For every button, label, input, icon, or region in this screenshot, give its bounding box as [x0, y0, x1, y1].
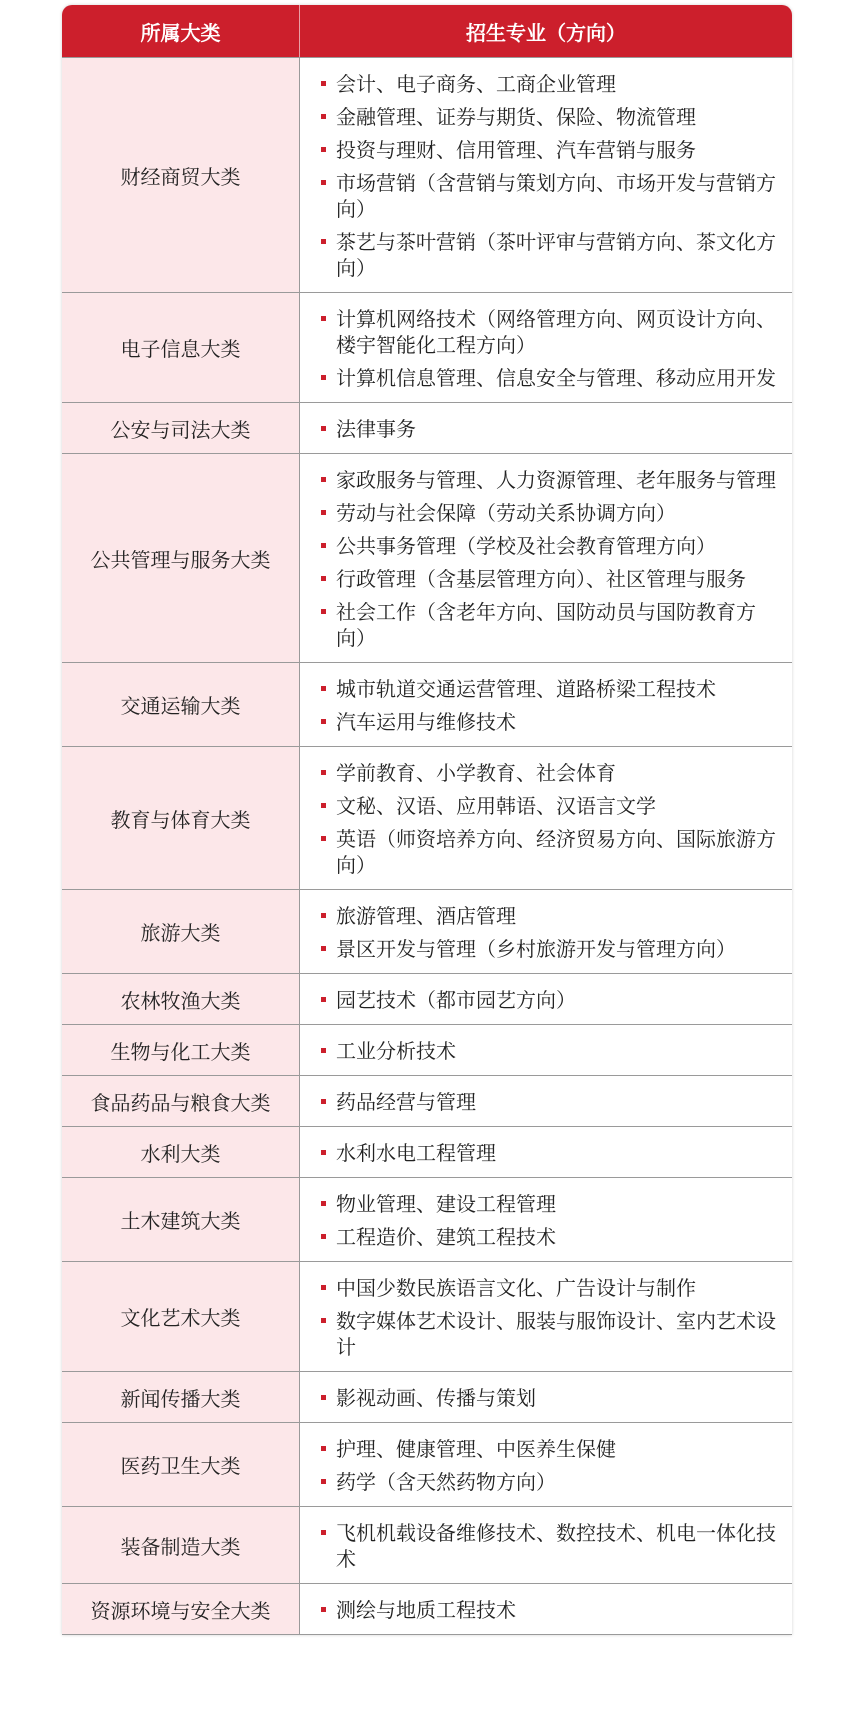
major-text: 水利水电工程管理	[336, 1141, 496, 1165]
major-item	[300, 1436, 792, 1462]
square-bullet-icon	[321, 1234, 326, 1239]
square-bullet-icon	[321, 1530, 326, 1535]
square-bullet-icon	[321, 147, 326, 152]
category-cell: 水利大类	[62, 1127, 300, 1177]
header-category: 所属大类	[62, 5, 300, 57]
major-item	[300, 676, 792, 702]
major-item	[300, 1469, 792, 1495]
majors-cell	[300, 293, 792, 402]
square-bullet-icon	[321, 576, 326, 581]
square-bullet-icon	[321, 1395, 326, 1400]
major-text: 中国少数民族语言文化、广告设计与制作	[336, 1276, 696, 1300]
major-text: 公共事务管理（学校及社会教育管理方向）	[336, 534, 716, 558]
major-text: 飞机机载设备维修技术、数控技术、机电一体化技术	[336, 1521, 776, 1571]
major-item	[300, 936, 792, 962]
major-text: 市场营销（含营销与策划方向、市场开发与营销方向）	[336, 171, 776, 221]
square-bullet-icon	[321, 1479, 326, 1484]
square-bullet-icon	[321, 180, 326, 185]
table-row	[62, 292, 792, 402]
category-cell: 食品药品与粮食大类	[62, 1076, 300, 1126]
majors-cell	[300, 1076, 792, 1126]
category-cell: 公安与司法大类	[62, 403, 300, 453]
table-row	[62, 1371, 792, 1422]
major-item	[300, 566, 792, 592]
table-row	[62, 746, 792, 889]
major-item	[300, 599, 792, 651]
major-text: 汽车运用与维修技术	[336, 710, 516, 734]
square-bullet-icon	[321, 510, 326, 515]
category-cell: 装备制造大类	[62, 1507, 300, 1583]
major-text: 金融管理、证券与期货、保险、物流管理	[336, 105, 696, 129]
table-row	[62, 453, 792, 662]
square-bullet-icon	[321, 1048, 326, 1053]
square-bullet-icon	[321, 609, 326, 614]
major-text: 计算机信息管理、信息安全与管理、移动应用开发	[336, 366, 776, 390]
square-bullet-icon	[321, 477, 326, 482]
square-bullet-icon	[321, 543, 326, 548]
major-item	[300, 1191, 792, 1217]
header-majors: 招生专业（方向）	[466, 20, 626, 45]
category-cell: 文化艺术大类	[62, 1262, 300, 1371]
table-row	[62, 1024, 792, 1075]
square-bullet-icon	[321, 1607, 326, 1612]
square-bullet-icon	[321, 997, 326, 1002]
major-text: 计算机网络技术（网络管理方向、网页设计方向、楼宇智能化工程方向）	[336, 307, 776, 357]
table-row	[62, 1583, 792, 1634]
major-item	[300, 229, 792, 281]
category-cell: 财经商贸大类	[62, 58, 300, 292]
table-row	[62, 1422, 792, 1506]
category-cell: 生物与化工大类	[62, 1025, 300, 1075]
major-item	[300, 1385, 792, 1411]
square-bullet-icon	[321, 1285, 326, 1290]
major-item	[300, 793, 792, 819]
major-item	[300, 1597, 792, 1623]
table-row	[62, 1126, 792, 1177]
major-text: 工程造价、建筑工程技术	[336, 1225, 556, 1249]
major-text: 药品经营与管理	[336, 1090, 476, 1114]
major-text: 家政服务与管理、人力资源管理、老年服务与管理	[336, 468, 776, 492]
major-item	[300, 170, 792, 222]
major-text: 学前教育、小学教育、社会体育	[336, 761, 616, 785]
square-bullet-icon	[321, 770, 326, 775]
major-text: 影视动画、传播与策划	[336, 1386, 536, 1410]
major-item	[300, 71, 792, 97]
table-body	[62, 57, 792, 1634]
majors-cell	[300, 1178, 792, 1261]
square-bullet-icon	[321, 719, 326, 724]
major-item	[300, 416, 792, 442]
major-item	[300, 1089, 792, 1115]
square-bullet-icon	[321, 1446, 326, 1451]
major-item	[300, 137, 792, 163]
majors-cell	[300, 1372, 792, 1422]
major-text: 城市轨道交通运营管理、道路桥梁工程技术	[336, 677, 716, 701]
major-text: 文秘、汉语、应用韩语、汉语言文学	[336, 794, 656, 818]
majors-cell	[300, 890, 792, 973]
major-text: 行政管理（含基层管理方向）、社区管理与服务	[336, 567, 746, 591]
square-bullet-icon	[321, 375, 326, 380]
major-item	[300, 1038, 792, 1064]
category-cell: 公共管理与服务大类	[62, 454, 300, 662]
table-bottom-border	[62, 1634, 792, 1635]
majors-cell	[300, 1262, 792, 1371]
majors-table	[62, 5, 792, 1635]
majors-cell	[300, 1584, 792, 1634]
category-cell: 土木建筑大类	[62, 1178, 300, 1261]
majors-cell	[300, 747, 792, 889]
table-row	[62, 1261, 792, 1371]
majors-cell	[300, 454, 792, 662]
major-item	[300, 1308, 792, 1360]
major-item	[300, 306, 792, 358]
major-text: 法律事务	[336, 417, 416, 441]
table-row	[62, 889, 792, 973]
majors-cell	[300, 1423, 792, 1506]
major-text: 测绘与地质工程技术	[336, 1598, 516, 1622]
major-text: 工业分析技术	[336, 1039, 456, 1063]
square-bullet-icon	[321, 1150, 326, 1155]
majors-cell	[300, 663, 792, 746]
majors-cell	[300, 58, 792, 292]
major-item	[300, 1275, 792, 1301]
major-item	[300, 1140, 792, 1166]
table-row	[62, 57, 792, 292]
square-bullet-icon	[321, 1201, 326, 1206]
major-text: 数字媒体艺术设计、服装与服饰设计、室内艺术设计	[336, 1309, 776, 1359]
square-bullet-icon	[321, 1099, 326, 1104]
category-cell: 资源环境与安全大类	[62, 1584, 300, 1634]
major-item	[300, 1224, 792, 1250]
majors-cell	[300, 1127, 792, 1177]
major-text: 英语（师资培养方向、经济贸易方向、国际旅游方向）	[336, 827, 776, 877]
square-bullet-icon	[321, 836, 326, 841]
category-cell: 交通运输大类	[62, 663, 300, 746]
majors-cell	[300, 403, 792, 453]
major-item	[300, 467, 792, 493]
table-row	[62, 662, 792, 746]
table-row	[62, 1506, 792, 1583]
square-bullet-icon	[321, 426, 326, 431]
major-text: 社会工作（含老年方向、国防动员与国防教育方向）	[336, 600, 756, 650]
major-item	[300, 709, 792, 735]
major-item	[300, 987, 792, 1013]
category-cell: 教育与体育大类	[62, 747, 300, 889]
major-text: 园艺技术（都市园艺方向）	[336, 988, 576, 1012]
major-item	[300, 903, 792, 929]
square-bullet-icon	[321, 803, 326, 808]
category-cell: 电子信息大类	[62, 293, 300, 402]
major-text: 劳动与社会保障（劳动关系协调方向）	[336, 501, 676, 525]
square-bullet-icon	[321, 114, 326, 119]
major-text: 护理、健康管理、中医养生保健	[336, 1437, 616, 1461]
table-header	[62, 5, 792, 57]
major-item	[300, 104, 792, 130]
major-item	[300, 826, 792, 878]
table-row	[62, 1075, 792, 1126]
table-row	[62, 1177, 792, 1261]
square-bullet-icon	[321, 686, 326, 691]
major-text: 旅游管理、酒店管理	[336, 904, 516, 928]
major-text: 投资与理财、信用管理、汽车营销与服务	[336, 138, 696, 162]
square-bullet-icon	[321, 316, 326, 321]
table-row	[62, 973, 792, 1024]
category-cell: 新闻传播大类	[62, 1372, 300, 1422]
majors-cell	[300, 1025, 792, 1075]
category-cell: 旅游大类	[62, 890, 300, 973]
category-cell: 农林牧渔大类	[62, 974, 300, 1024]
major-text: 会计、电子商务、工商企业管理	[336, 72, 616, 96]
major-item	[300, 500, 792, 526]
major-text: 茶艺与茶叶营销（茶叶评审与营销方向、茶文化方向）	[336, 230, 776, 280]
majors-cell	[300, 974, 792, 1024]
square-bullet-icon	[321, 1318, 326, 1323]
major-text: 物业管理、建设工程管理	[336, 1192, 556, 1216]
category-cell: 医药卫生大类	[62, 1423, 300, 1506]
majors-cell	[300, 1507, 792, 1583]
square-bullet-icon	[321, 239, 326, 244]
square-bullet-icon	[321, 913, 326, 918]
square-bullet-icon	[321, 81, 326, 86]
major-item	[300, 760, 792, 786]
major-item	[300, 1520, 792, 1572]
square-bullet-icon	[321, 946, 326, 951]
major-item	[300, 533, 792, 559]
table-row	[62, 402, 792, 453]
major-text: 景区开发与管理（乡村旅游开发与管理方向）	[336, 937, 736, 961]
major-text: 药学（含天然药物方向）	[336, 1470, 556, 1494]
major-item	[300, 365, 792, 391]
